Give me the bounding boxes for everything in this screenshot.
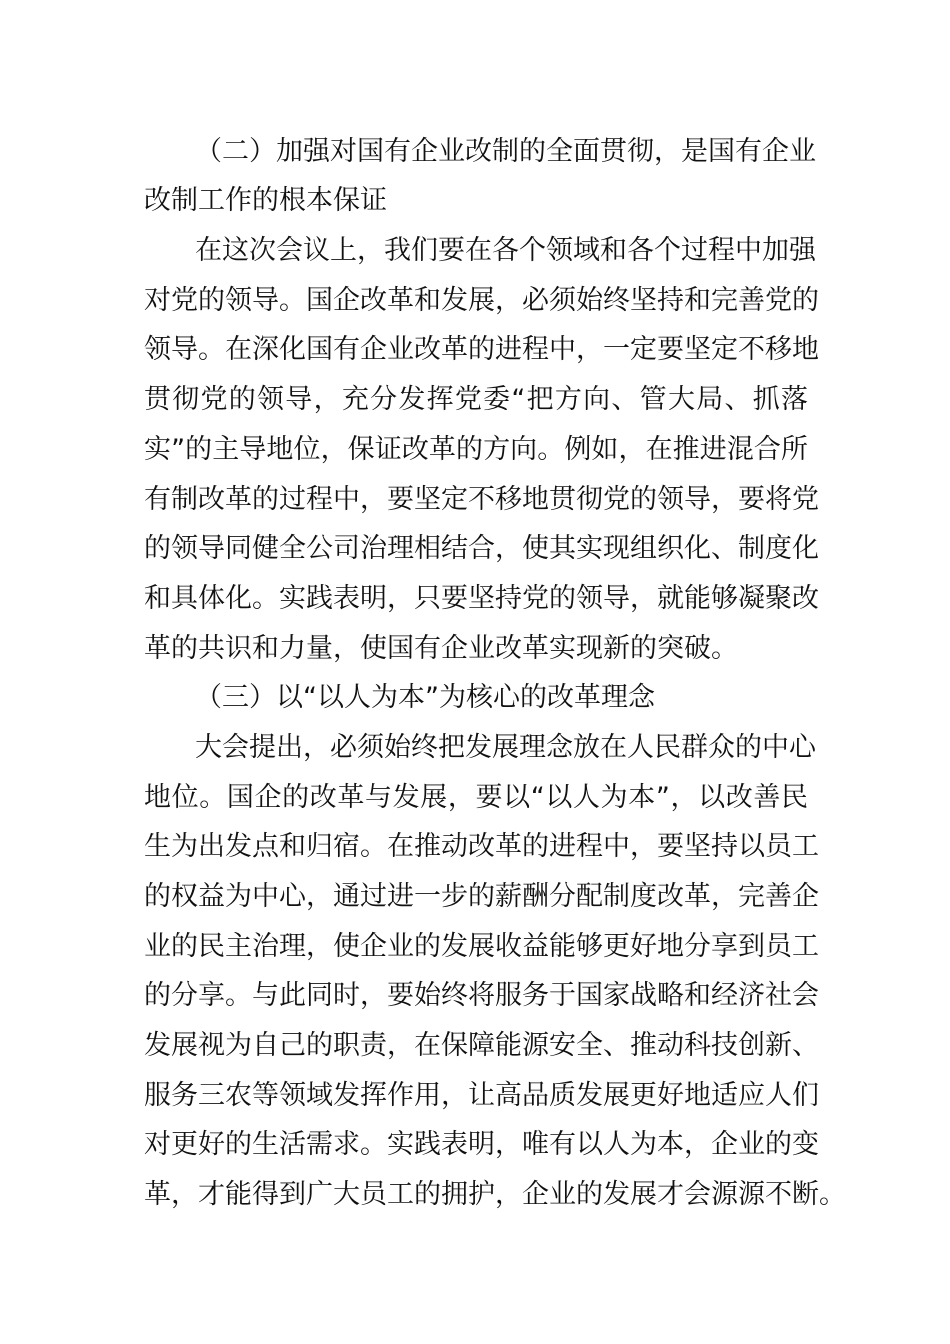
paragraph-line: 对更好的生活需求。实践表明，唯有以人为本，企业的变 xyxy=(144,1129,819,1160)
heading-section-2-line-1: （二）加强对国有企业改制的全面贯彻，是国有企业 xyxy=(195,136,816,167)
paragraph-line: 的分享。与此同时，要始终将服务于国家战略和经济社会 xyxy=(144,980,819,1011)
paragraph-line: 革的共识和力量，使国有企业改革实现新的突破。 xyxy=(144,633,738,664)
paragraph-line: 实”的主导地位，保证改革的方向。例如，在推进混合所 xyxy=(144,434,808,465)
paragraph-line: 对党的领导。国企改革和发展，必须始终坚持和完善党的 xyxy=(144,285,819,316)
paragraph-line: 生为出发点和归宿。在推动改革的进程中，要坚持以员工 xyxy=(144,831,819,862)
paragraph-line: 地位。国企的改革与发展，要以“以人为本”，以改善民 xyxy=(144,782,808,813)
paragraph-line: 贯彻党的领导，充分发挥党委“把方向、管大局、抓落 xyxy=(144,384,808,415)
paragraph-line: 的权益为中心，通过进一步的薪酬分配制度改革，完善企 xyxy=(144,881,819,912)
paragraph-line: 领导。在深化国有企业改革的进程中，一定要坚定不移地 xyxy=(144,334,819,365)
paragraph-line: 发展视为自己的职责，在保障能源安全、推动科技创新、 xyxy=(144,1030,819,1061)
paragraph-line: 有制改革的过程中，要坚定不移地贯彻党的领导，要将党 xyxy=(144,484,819,515)
paragraph-line: 和具体化。实践表明，只要坚持党的领导，就能够凝聚改 xyxy=(144,583,819,614)
paragraph-line: 革，才能得到广大员工的拥护，企业的发展才会源源不断。 xyxy=(144,1179,846,1210)
paragraph-line: 的领导同健全公司治理相结合，使其实现组织化、制度化 xyxy=(144,533,819,564)
heading-section-2-line-2: 改制工作的根本保证 xyxy=(144,185,387,216)
paragraph-line: 业的民主治理，使企业的发展收益能够更好地分享到员工 xyxy=(144,931,819,962)
paragraph-line: 服务三农等领域发挥作用，让高品质发展更好地适应人们 xyxy=(144,1080,819,1111)
heading-section-3: （三）以“以人为本”为核心的改革理念 xyxy=(195,682,655,713)
paragraph-line: 在这次会议上，我们要在各个领域和各个过程中加强 xyxy=(195,235,816,266)
paragraph-line: 大会提出，必须始终把发展理念放在人民群众的中心 xyxy=(195,732,816,763)
